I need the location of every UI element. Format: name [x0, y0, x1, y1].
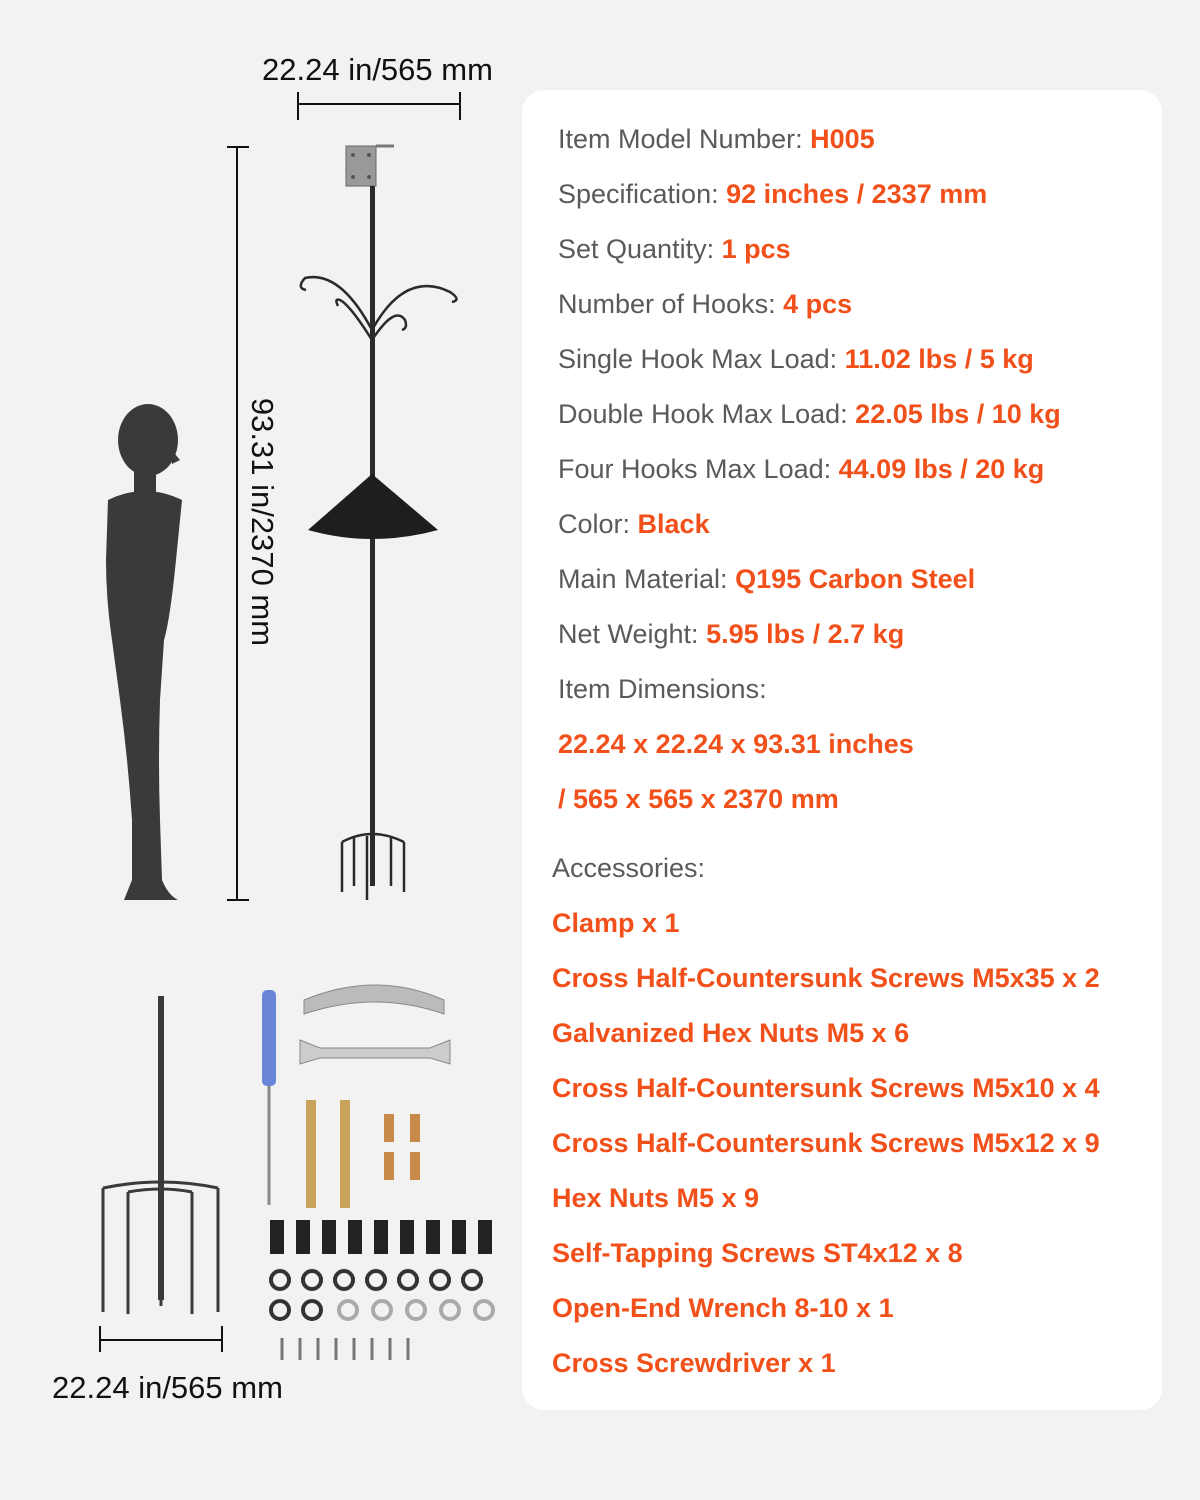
accessories-title: Accessories:: [552, 853, 706, 883]
height-label: 93.31 in/2370 mm: [245, 397, 280, 647]
accessories-illustration: [262, 985, 493, 1360]
spec-item-dimensions-inches: 22.24 x 22.24 x 93.31 inches: [558, 729, 914, 759]
spec-number-of-hooks: Number of Hooks: 4 pcs: [558, 289, 853, 319]
self-tapping-screws-icon: [282, 1338, 408, 1360]
spec-item-dimensions-label: Item Dimensions:: [558, 674, 767, 704]
screwdriver-icon: [262, 990, 276, 1086]
accessory-item: Self-Tapping Screws ST4x12 x 8: [552, 1238, 963, 1268]
accessory-item: Cross Screwdriver x 1: [552, 1348, 836, 1378]
accessory-item: Cross Half-Countersunk Screws M5x10 x 4: [552, 1073, 1100, 1103]
base-stake-detail: [103, 996, 218, 1314]
black-screws-icon: [270, 1220, 492, 1254]
long-screw-icon: [306, 1100, 316, 1208]
accessory-item: Cross Half-Countersunk Screws M5x12 x 9: [552, 1128, 1100, 1158]
base-width-dimension-line: [100, 1326, 222, 1352]
top-width-dimension-line: [298, 92, 460, 120]
wrench-icon: [300, 1040, 450, 1064]
spec-four-hooks-load: Four Hooks Max Load: 44.09 lbs / 20 kg: [558, 454, 1045, 484]
human-silhouette-icon: [106, 404, 182, 900]
spec-main-material: Main Material: Q195 Carbon Steel: [558, 564, 976, 594]
top-width-label: 22.24 in/565 mm: [262, 52, 493, 87]
spec-single-hook-load: Single Hook Max Load: 11.02 lbs / 5 kg: [558, 344, 1034, 374]
clamp-icon: [304, 985, 444, 1014]
spec-specification: Specification: 92 inches / 2337 mm: [558, 179, 988, 209]
spec-double-hook-load: Double Hook Max Load: 22.05 lbs / 10 kg: [558, 399, 1061, 429]
base-width-label: 22.24 in/565 mm: [52, 1370, 283, 1405]
accessory-item: Clamp x 1: [552, 908, 680, 938]
spec-net-weight: Net Weight: 5.95 lbs / 2.7 kg: [558, 619, 905, 649]
spec-color: Color: Black: [558, 509, 710, 539]
spec-set-quantity: Set Quantity: 1 pcs: [558, 234, 791, 264]
hex-nuts-icon: [271, 1271, 481, 1319]
accessory-item: Cross Half-Countersunk Screws M5x35 x 2: [552, 963, 1100, 993]
spec-item-dimensions-mm: / 565 x 565 x 2370 mm: [558, 784, 839, 814]
accessory-item: Open-End Wrench 8-10 x 1: [552, 1293, 894, 1323]
galvanized-nuts-icon: [339, 1301, 493, 1319]
accessory-item: Hex Nuts M5 x 9: [552, 1183, 760, 1213]
shepherd-hook-pole: [301, 146, 457, 900]
spec-model-number: Item Model Number: H005: [558, 124, 875, 154]
accessory-item: Galvanized Hex Nuts M5 x 6: [552, 1018, 910, 1048]
